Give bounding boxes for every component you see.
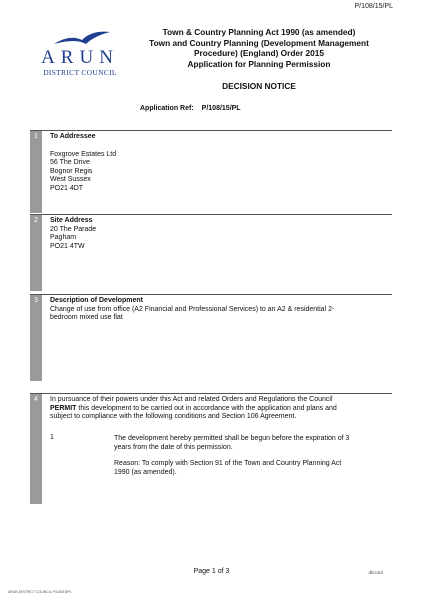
section-heading: Site Address <box>50 217 93 224</box>
title-line: Application for Planning Permission <box>187 58 331 69</box>
description-line: Change of use from office (A2 Financial and Professional Services) to an A2 & residential 2- <box>50 305 335 313</box>
page-number: Page 1 of 3 <box>193 568 230 575</box>
council-logo <box>30 28 130 82</box>
decision-intro <box>50 396 386 422</box>
footer-code: dkrcstd <box>368 570 383 575</box>
section-addressee <box>30 130 392 213</box>
permit-word: PERMIT <box>50 404 77 412</box>
section-description <box>30 294 392 381</box>
reason-line: Reason: To comply with Section 91 of the Town and Country Planning Act <box>114 460 342 467</box>
logo-word: ARUN <box>41 47 119 68</box>
description-line: bedroom mixed use flat <box>50 314 123 321</box>
document-titles <box>120 27 398 69</box>
address-line: Bognor Regis <box>50 167 93 175</box>
address-line: 56 The Drive <box>50 159 90 166</box>
address-line: 20 The Parade <box>50 225 97 233</box>
condition-line: The development hereby permitted shall be begun before the expiration of 3 <box>114 435 350 442</box>
logo-subtitle: DISTRICT COUNCIL <box>43 68 117 77</box>
section-number: 4 <box>30 394 42 504</box>
section-body <box>50 297 386 323</box>
condition-line: years from the date of this permission. <box>114 443 233 451</box>
application-ref <box>140 105 241 112</box>
section-heading: Description of Development <box>50 297 143 304</box>
application-ref-value: P/108/15/PL <box>201 105 241 112</box>
footer-left-code: ARUN DISTRICT COUNCIL P/108/15/PL <box>8 590 72 594</box>
section-body <box>50 133 386 193</box>
bird-logo-icon <box>52 28 112 48</box>
decision-text-cont: this development to be carried out in accordance with the application and plans and <box>76 404 337 412</box>
title-line: Town & Country Planning Act 1990 (as amended) <box>162 27 356 37</box>
title-line: Procedure) (England) Order 2015 <box>193 48 325 58</box>
section-number: 1 <box>30 131 42 213</box>
notice-title: DECISION NOTICE <box>222 81 296 91</box>
title-line: Town and Country Planning (Development Management <box>149 37 369 48</box>
condition-number: 1 <box>50 434 54 441</box>
decision-text <box>50 405 386 414</box>
section-number: 2 <box>30 215 42 291</box>
address-line: PO21 4DT <box>50 184 84 192</box>
section-number: 3 <box>30 295 42 381</box>
section-decision <box>30 393 392 504</box>
decision-text: subject to compliance with the following conditions and Section 106 Agreement. <box>50 413 297 420</box>
address-line: Foxgrove Estates Ltd <box>50 150 117 158</box>
reason-line: 1990 (as amended). <box>114 468 177 476</box>
condition-text <box>114 435 394 477</box>
section-site-address <box>30 214 392 291</box>
section-heading: To Addressee <box>50 133 96 140</box>
top-reference: P/108/15/PL <box>354 3 393 10</box>
application-ref-label: Application Ref: <box>140 105 194 112</box>
address-line: PO21 4TW <box>50 242 85 250</box>
address-line: West Sussex <box>50 176 91 183</box>
decision-text: In pursuance of their powers under this Act and related Orders and Regulations the Council <box>50 396 333 403</box>
section-body <box>50 217 386 251</box>
address-line: Pagham <box>50 234 77 241</box>
